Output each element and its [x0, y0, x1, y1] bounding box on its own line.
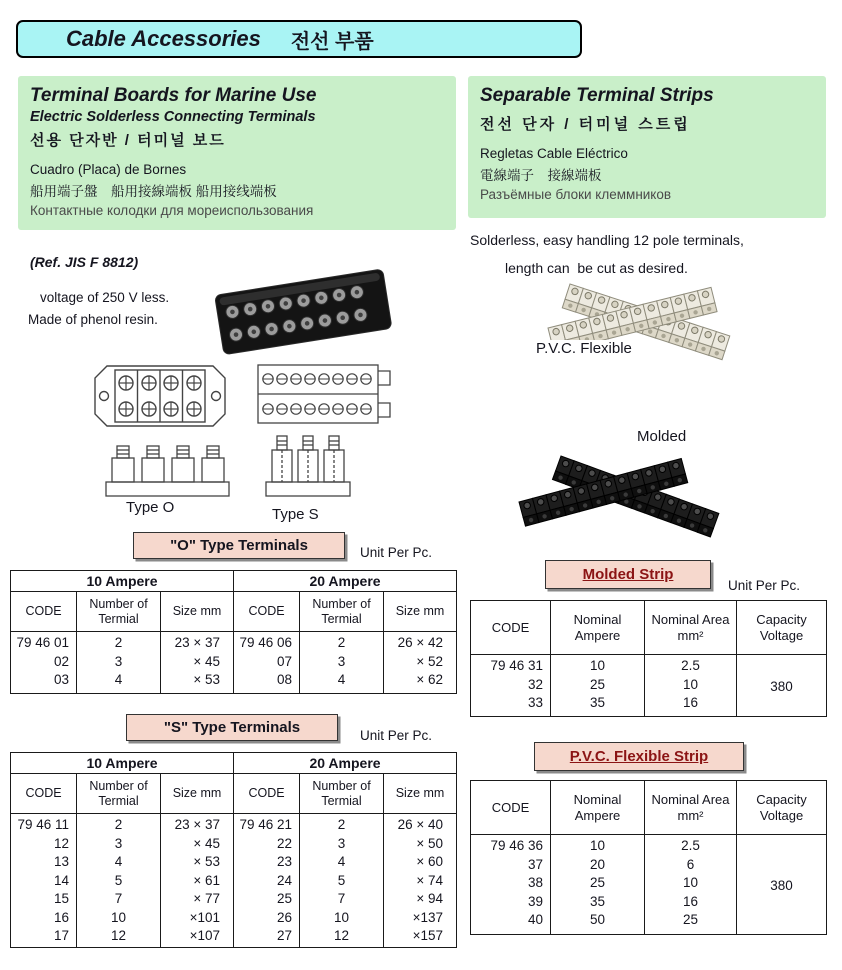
o-col-number-right: Number of Termial — [300, 592, 384, 632]
material-note: Made of phenol resin. — [28, 312, 158, 327]
s-sizes-right: 26 × 40 × 50 × 60 × 74 × 94 ×137 ×157 — [384, 814, 457, 948]
pvc-codes: 79 46 36 37 38 39 40 — [471, 835, 551, 935]
o-sizes-right: 26 × 42 × 52 × 62 — [384, 632, 457, 694]
pvc-flexible-label: P.V.C. Flexible — [533, 340, 635, 357]
s-group-20a: 20 Ampere — [234, 753, 457, 774]
s-col-code-left: CODE — [11, 774, 77, 814]
pvc-areas: 2.5 6 10 16 25 — [645, 835, 737, 935]
pvc-strip-section-title: P.V.C. Flexible Strip — [534, 742, 744, 771]
right-section-header — [468, 76, 826, 218]
type-o-side-drawing — [100, 438, 235, 502]
o-numbers-right: 2 3 4 — [300, 632, 384, 694]
molded-codes: 79 46 31 32 33 — [471, 655, 551, 717]
o-col-code-right: CODE — [234, 592, 300, 632]
molded-label: Molded — [637, 428, 687, 445]
o-sizes-left: 23 × 37 × 45 × 53 — [161, 632, 234, 694]
molded-voltage: 380 — [737, 655, 827, 717]
molded-col-code: CODE — [471, 601, 551, 655]
pvc-col-ampere: Nominal Ampere — [551, 781, 645, 835]
type-o-front-drawing — [85, 358, 235, 434]
terminal-board-top-drawing — [250, 355, 395, 433]
o-group-10a: 10 Ampere — [11, 571, 234, 592]
pvc-col-area: Nominal Area mm² — [645, 781, 737, 835]
s-numbers-left: 2 3 4 5 7 10 12 — [77, 814, 161, 948]
voltage-note: voltage of 250 V less. — [40, 290, 170, 305]
pvc-voltage: 380 — [737, 835, 827, 935]
left-title-russian: Контактные колодки для мореиспользования — [30, 203, 314, 218]
right-note-line1: Solderless, easy handling 12 pole terminals, — [470, 232, 744, 248]
s-type-table — [10, 752, 457, 948]
o-col-code-left: CODE — [11, 592, 77, 632]
banner-title-en: Cable Accessories — [66, 26, 261, 51]
right-title-korean: 전선 단자 / 터미널 스트립 — [480, 116, 691, 133]
o-codes-right: 79 46 06 07 08 — [234, 632, 300, 694]
o-col-number-left: Number of Termial — [77, 592, 161, 632]
left-title-chinese: 船用端子盤 船用接線端板 船用接线端板 — [30, 184, 277, 199]
molded-strip-section-title: Molded Strip — [545, 560, 711, 589]
right-title-chinese: 電線端子 接線端板 — [480, 168, 602, 183]
s-sizes-left: 23 × 37 × 45 × 53 × 61 × 77 ×101 ×107 — [161, 814, 234, 948]
molded-col-ampere: Nominal Ampere — [551, 601, 645, 655]
s-col-number-left: Number of Termial — [77, 774, 161, 814]
o-col-size-right: Size mm — [384, 592, 457, 632]
s-numbers-right: 2 3 4 5 7 10 12 — [300, 814, 384, 948]
pvc-col-code: CODE — [471, 781, 551, 835]
left-title-spanish: Cuadro (Placa) de Bornes — [30, 162, 187, 177]
o-type-table — [10, 570, 457, 694]
molded-table-unit: Unit Per Pc. — [728, 578, 801, 593]
s-col-code-right: CODE — [234, 774, 300, 814]
s-type-section-title: "S" Type Terminals — [126, 714, 338, 741]
o-group-20a: 20 Ampere — [234, 571, 457, 592]
o-type-section-title: "O" Type Terminals — [133, 532, 345, 559]
molded-strip-table — [470, 600, 827, 717]
s-col-size-right: Size mm — [384, 774, 457, 814]
s-col-number-right: Number of Termial — [300, 774, 384, 814]
s-col-size-left: Size mm — [161, 774, 234, 814]
s-codes-left: 79 46 11 12 13 14 15 16 17 — [11, 814, 77, 948]
o-codes-left: 79 46 01 02 03 — [11, 632, 77, 694]
banner-title-ko: 전선 부품 — [290, 30, 374, 53]
type-s-side-drawing — [258, 424, 358, 504]
s-group-10a: 10 Ampere — [11, 753, 234, 774]
pvc-col-voltage: Capacity Voltage — [737, 781, 827, 835]
ref-note: (Ref. JIS F 8812) — [30, 254, 139, 270]
o-table-unit: Unit Per Pc. — [360, 545, 433, 560]
molded-strip-photo — [505, 438, 745, 543]
left-title-korean: 선용 단자반 / 터미널 보드 — [30, 132, 226, 149]
page-banner — [16, 20, 582, 58]
pvc-amperes: 10 20 25 35 50 — [551, 835, 645, 935]
right-title: Separable Terminal Strips — [480, 85, 714, 106]
pvc-strip-table — [470, 780, 827, 935]
o-numbers-left: 2 3 4 — [77, 632, 161, 694]
type-s-label: Type S — [272, 506, 319, 523]
molded-col-voltage: Capacity Voltage — [737, 601, 827, 655]
o-col-size-left: Size mm — [161, 592, 234, 632]
right-note-line2: length can be cut as desired. — [505, 260, 688, 276]
left-title: Terminal Boards for Marine Use — [30, 85, 317, 106]
molded-col-area: Nominal Area mm² — [645, 601, 737, 655]
right-title-spanish: Regletas Cable Eléctrico — [480, 146, 628, 161]
terminal-board-photo — [200, 256, 405, 364]
right-title-russian: Разъёмные блоки клеммников — [480, 187, 672, 202]
type-o-label: Type O — [126, 499, 175, 516]
s-codes-right: 79 46 21 22 23 24 25 26 27 — [234, 814, 300, 948]
left-subtitle: Electric Solderless Connecting Terminals — [30, 109, 316, 125]
molded-areas: 2.5 10 16 — [645, 655, 737, 717]
left-section-header — [18, 76, 456, 230]
s-table-unit: Unit Per Pc. — [360, 728, 433, 743]
molded-amperes: 10 25 35 — [551, 655, 645, 717]
